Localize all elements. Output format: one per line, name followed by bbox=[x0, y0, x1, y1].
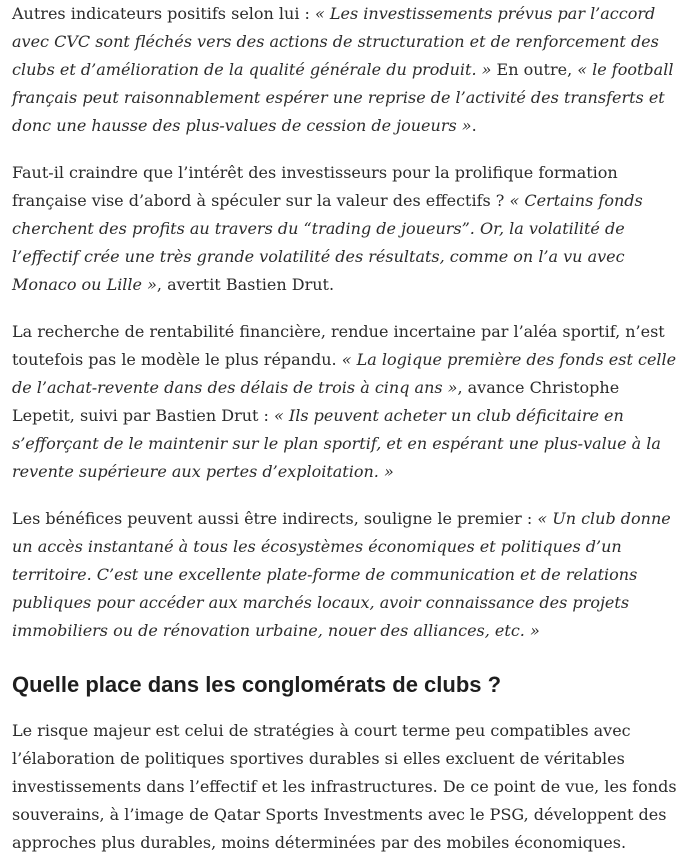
quote-trading-joueurs: « Certains fonds cherchent des profits au travers du “trading de joueurs”. Or, la volatilité de l’effectif crée une très grande volatilité des résultats, comme on l’a vu avec Monaco ou Lille » bbox=[12, 191, 643, 294]
paragraph-text: . bbox=[471, 116, 477, 135]
paragraph-text: , avance Christophe Lepetit, suivi par Bastien Drut : bbox=[12, 378, 620, 425]
section-heading: Quelle place dans les conglomérats de clubs ? bbox=[12, 672, 502, 697]
paragraph-indicateurs-positifs bbox=[12, 0, 682, 140]
paragraph-risque-majeur: Le risque majeur est celui de stratégies à court terme peu compatibles avec l’élaboration de politiques sportives durables si elles excluent de véritables investissements dans l’effectif et les infrastructures. De ce point de vue, les fonds souverains, à l’image de Qatar Sports Investments avec le PSG, développent des approches plus durables, moins déterminées par des mobiles économiques. bbox=[12, 721, 677, 852]
paragraph-formation-francaise bbox=[12, 159, 682, 299]
paragraph-benefices-indirects bbox=[12, 505, 682, 645]
quote-ecosystemes-economiques: « Un club donne un accès instantané à tous les écosystèmes économiques et politiques d’un territoire. C’est une excellente plate-forme de communication et de relations publiques pour accéder aux marchés locaux, avoir connaissance des projets immobiliers ou de rénovation urbaine, nouer des alliances, etc. » bbox=[12, 509, 671, 640]
quote-club-deficitaire: « Ils peuvent acheter un club déficitaire en s’efforçant de le maintenir sur le plan sportif, et en espérant une plus-value à la revente supérieure aux pertes d’exploitation. » bbox=[12, 406, 661, 481]
paragraph-text: En outre, bbox=[491, 60, 578, 79]
quote-achat-revente: « La logique première des fonds est celle de l’achat-revente dans des délais de trois à cinq ans » bbox=[12, 350, 677, 397]
paragraph-text: Faut-il craindre que l’intérêt des investisseurs pour la prolifique formation française vise d’abord à spéculer sur la valeur des effectifs ? bbox=[12, 163, 618, 210]
quote-investissements-cvc: « Les investissements prévus par l’accord avec CVC sont fléchés vers des actions de structuration et de renforcement des clubs et d’amélioration de la qualité générale du produit. » bbox=[12, 4, 659, 79]
paragraph-text: , avertit Bastien Drut. bbox=[156, 275, 335, 294]
quote-reprise-transferts: « le football français peut raisonnablement espérer une reprise de l’activité des transferts et donc une hausse des plus-values de cession de joueurs » bbox=[12, 60, 674, 135]
paragraph-rentabilite-financiere bbox=[12, 318, 682, 486]
paragraph-text: La recherche de rentabilité financière, rendue incertaine par l’aléa sportif, n’est toutefois pas le modèle le plus répandu. bbox=[12, 322, 665, 369]
paragraph-text: Autres indicateurs positifs selon lui : bbox=[12, 4, 316, 23]
paragraph-text: Les bénéfices peuvent aussi être indirects, souligne le premier : bbox=[12, 509, 538, 528]
